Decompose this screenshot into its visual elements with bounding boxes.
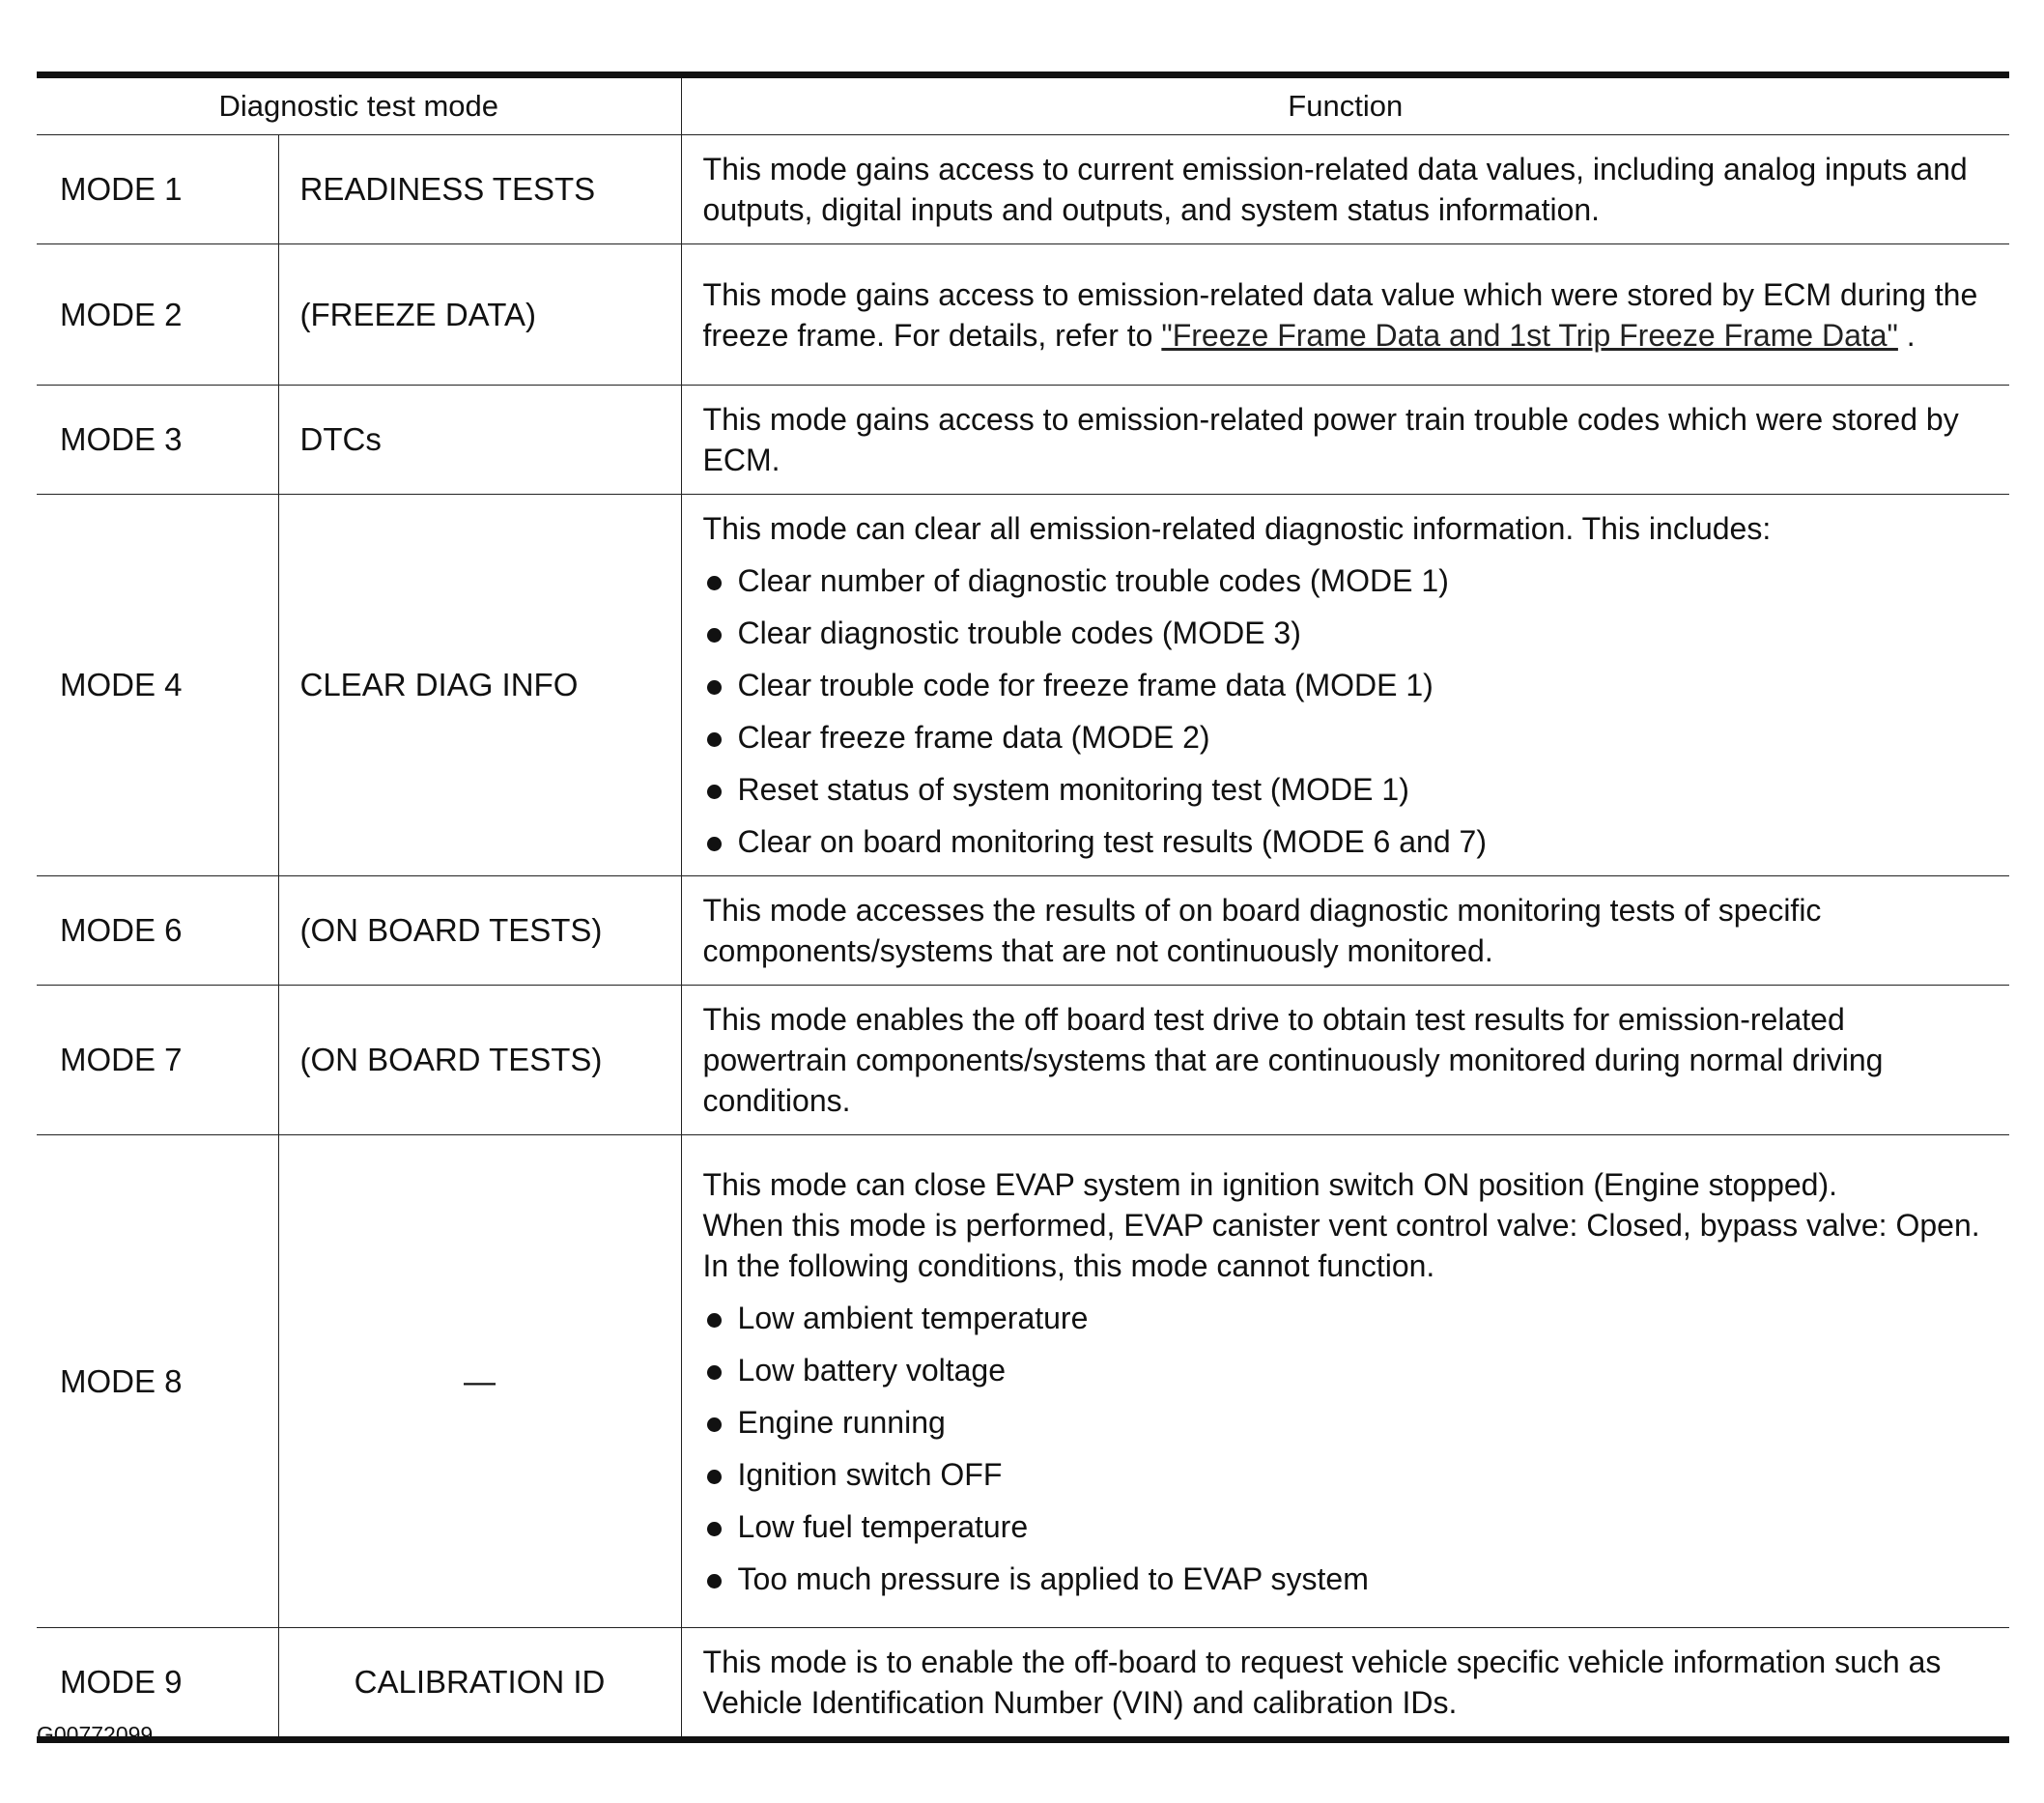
mode-name: — [278, 1135, 681, 1628]
list-item: Reset status of system monitoring test (MODE 1) [703, 769, 1990, 810]
function-text: When this mode is performed, EVAP canister vent control valve: Closed, bypass valve: Open. [702, 1207, 1980, 1243]
mode-function [681, 876, 2009, 986]
figure-code: G00772099 [37, 1722, 154, 1747]
function-text: This mode accesses the results of on board diagnostic monitoring tests of specific components/systems that are not continuously monitored. [702, 893, 1822, 968]
list-item: Low fuel temperature [703, 1506, 1990, 1547]
list-item: Clear on board monitoring test results (MODE 6 and 7) [703, 821, 1990, 862]
table-row [37, 876, 2009, 986]
list-item: Low ambient temperature [703, 1298, 1990, 1338]
mode-function [681, 386, 2009, 495]
mode-number: MODE 6 [37, 876, 278, 986]
list-item: Clear number of diagnostic trouble codes (MODE 1) [703, 560, 1990, 601]
mode-name: (ON BOARD TESTS) [278, 986, 681, 1135]
table-row [37, 135, 2009, 244]
function-text: This mode can close EVAP system in ignition switch ON position (Engine stopped). [702, 1166, 1837, 1202]
list-item: Engine running [703, 1402, 1990, 1443]
mode-number: MODE 7 [37, 986, 278, 1135]
list-item: Low battery voltage [703, 1350, 1990, 1390]
mode-number: MODE 3 [37, 386, 278, 495]
function-text: This mode gains access to current emission-related data values, including analog inputs and outputs, digital inputs and outputs, and system status information. [702, 152, 1968, 227]
mode-number: MODE 9 [37, 1628, 278, 1740]
function-text-post: . [1897, 317, 1916, 353]
table-row [37, 244, 2009, 386]
mode-function [681, 1135, 2009, 1628]
mode-number: MODE 2 [37, 244, 278, 386]
list-item: Clear diagnostic trouble codes (MODE 3) [703, 613, 1990, 653]
list-item: Ignition switch OFF [703, 1454, 1990, 1495]
function-text: This mode is to enable the off-board to request vehicle specific vehicle information such as Vehicle Identification Number (VIN) and calibration IDs. [702, 1645, 1942, 1720]
mode-function [681, 986, 2009, 1135]
table-row [37, 495, 2009, 876]
mode-number: MODE 4 [37, 495, 278, 876]
header-function: Function [681, 75, 2009, 135]
bullet-list [703, 1298, 1990, 1599]
header-diagnostic-test-mode: Diagnostic test mode [37, 75, 681, 135]
function-text-pre: This mode gains access to emission-related data value which were stored by ECM during the freeze frame. For details, refer to [702, 276, 1978, 353]
list-item: Too much pressure is applied to EVAP system [703, 1559, 1990, 1599]
table-row [37, 386, 2009, 495]
mode-number: MODE 8 [37, 1135, 278, 1628]
mode-function [681, 135, 2009, 244]
mode-function [681, 495, 2009, 876]
mode-function [681, 1628, 2009, 1740]
function-text: This mode can clear all emission-related diagnostic information. This includes: [702, 511, 1772, 546]
mode-name: CLEAR DIAG INFO [278, 495, 681, 876]
table-row [37, 1135, 2009, 1628]
list-item: Clear trouble code for freeze frame data (MODE 1) [703, 665, 1990, 705]
table-header-row [37, 75, 2009, 135]
function-text: In the following conditions, this mode cannot function. [702, 1247, 1435, 1283]
mode-name: (FREEZE DATA) [278, 244, 681, 386]
function-text [703, 274, 1990, 356]
freeze-frame-data-link[interactable]: "Freeze Frame Data and 1st Trip Freeze Frame Data" [1161, 317, 1898, 353]
function-text: This mode gains access to emission-related power train trouble codes which were stored by ECM. [702, 402, 1959, 477]
mode-name: CALIBRATION ID [278, 1628, 681, 1740]
mode-name: READINESS TESTS [278, 135, 681, 244]
mode-number: MODE 1 [37, 135, 278, 244]
table-row [37, 986, 2009, 1135]
mode-function [681, 244, 2009, 386]
function-text: This mode enables the off board test drive to obtain test results for emission-related powertrain components/systems that are continuously monitored during normal driving conditions. [702, 1002, 1884, 1118]
mode-name: DTCs [278, 386, 681, 495]
table-row [37, 1628, 2009, 1740]
mode-name: (ON BOARD TESTS) [278, 876, 681, 986]
diagnostic-mode-table [37, 72, 2009, 1743]
list-item: Clear freeze frame data (MODE 2) [703, 717, 1990, 758]
bullet-list [703, 560, 1990, 862]
